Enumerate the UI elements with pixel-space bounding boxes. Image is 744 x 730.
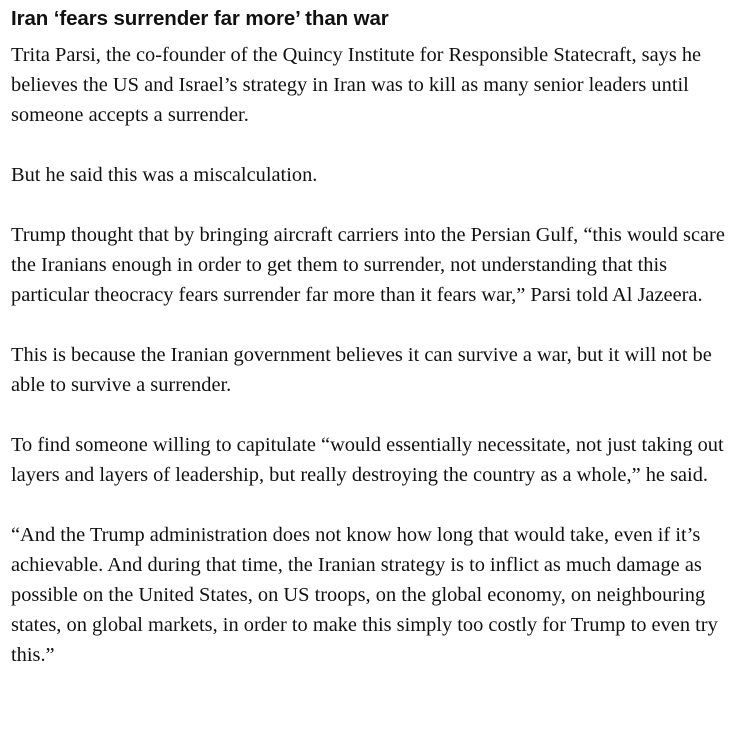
article (11, 6, 739, 670)
article-headline: Iran ‘fears surrender far more’ than war (11, 7, 389, 30)
paragraph-survive-war: This is because the Iranian government believes it can survive a war, but it will not be able to survive a surrender. (11, 344, 712, 396)
paragraph-trump-carriers: Trump thought that by bringing aircraft carriers into the Persian Gulf, “this would scare the Iranians enough in order to get them to surrender, not understanding that this particular theocracy fears surrender far more than it fears war,” Parsi told Al Jazeera. (11, 224, 725, 306)
paragraph-capitulate: To find someone willing to capitulate “would essentially necessitate, not just taking out layers and layers of leadership, but really destroying the country as a whole,” he said. (11, 434, 724, 486)
paragraph-quote-strategy: “And the Trump administration does not know how long that would take, even if it’s achievable. And during that time, the Iranian strategy is to inflict as much damage as possible on the United States, on US troops, on the global economy, on neighbouring states, on global markets, in order to make this simply too costly for Trump to even try this.” (11, 524, 718, 666)
paragraph-miscalculation: But he said this was a miscalculation. (11, 164, 318, 186)
paragraph-parsi-intro: Trita Parsi, the co-founder of the Quincy Institute for Responsible Statecraft, says he believes the US and Israel’s strategy in Iran was to kill as many senior leaders until someone accepts a surrender. (11, 44, 702, 126)
